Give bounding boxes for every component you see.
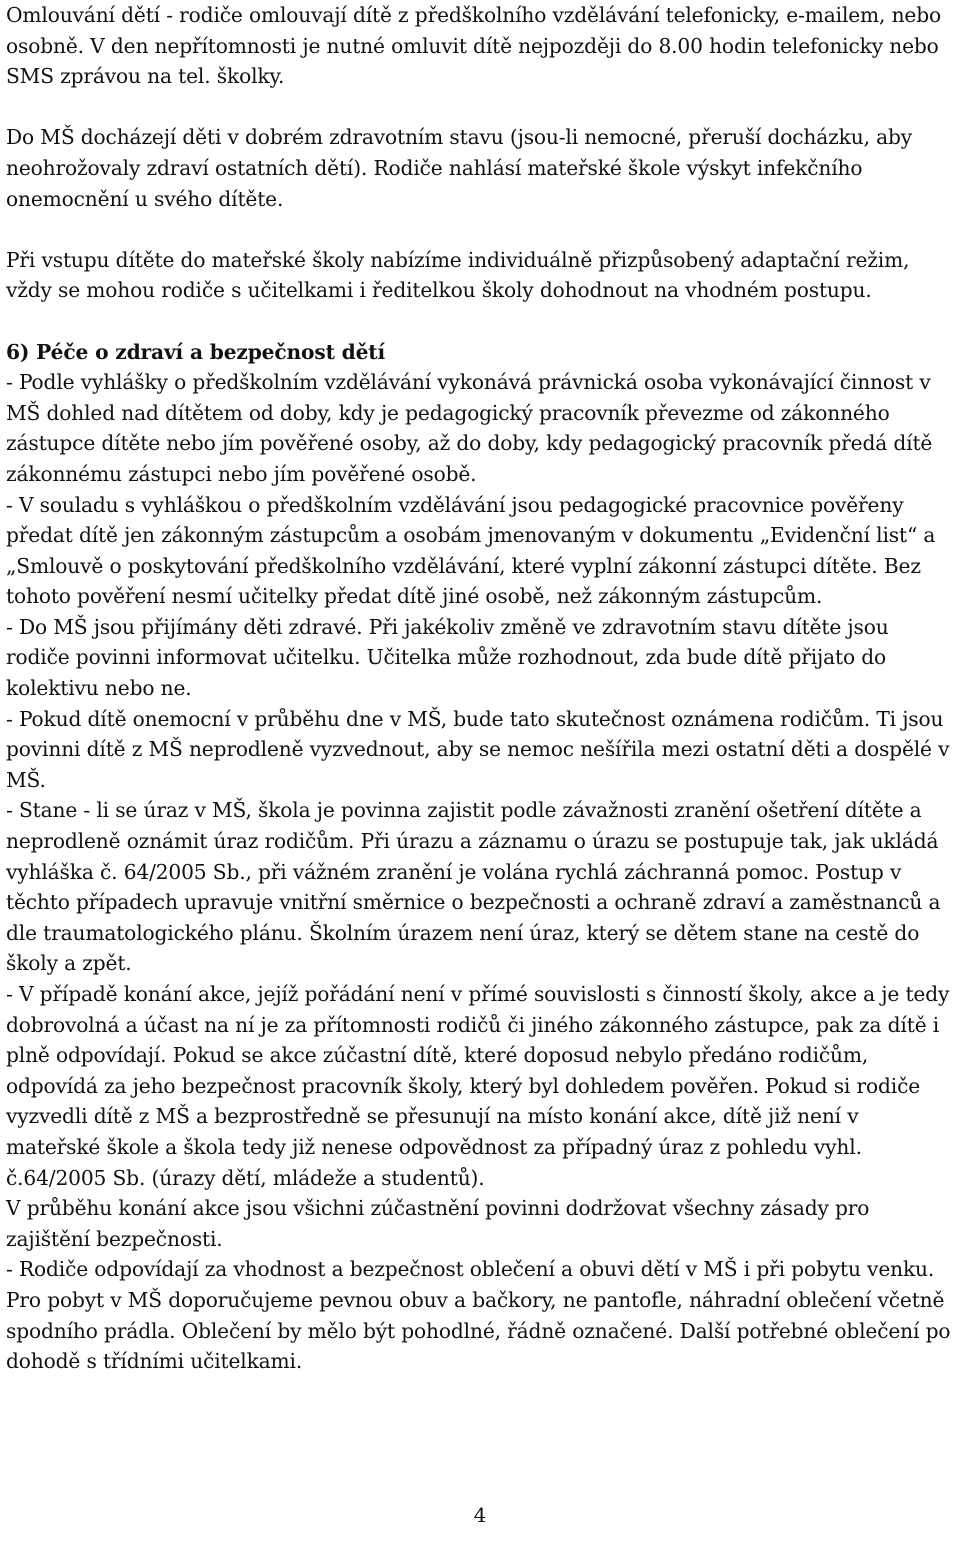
section-item-supervision: - Podle vyhlášky o předškolním vzdělávání vykonává právnická osoba vykonávající činnost v MŠ dohled nad dítětem od doby, kdy je pedagogický pracovník převezme od zákonného zástupce dítěte nebo jím pověřené osoby, až do doby, kdy pedagogický pracovník předá dítě zákonnému zástupci nebo jím pověřené osobě. [6,370,933,486]
section-heading: 6) Péče o zdraví a bezpečnost dětí [6,339,385,364]
section-item-injury: - Stane - li se úraz v MŠ, škola je povinna zajistit podle závažnosti zranění ošetření dítěte a neprodleně oznámit úraz rodičům. Při úrazu a záznamu o úrazu se postupuje tak, jak ukládá vyhláška č. 64/2005 Sb., při vážném zranění je volána rychlá záchranná pomoc. Postup v těchto případech upravuje vnitřní směrnice o bezpečnosti a ochraně zdraví a zaměstnanců a dle traumatologického plánu. Školním úrazem není úraz, který se dětem stane na cestě do školy a zpět. [6,798,941,976]
section-item-event-safety: V průběhu konání akce jsou všichni zúčastnění povinni dodržovat všechny zásady pro zajištění bezpečnosti. [6,1196,870,1251]
paragraph-gap [6,214,958,245]
paragraph-gap [6,306,958,337]
section-item-illness: - Pokud dítě onemocní v průběhu dne v MŠ, bude tato skutečnost oznámena rodičům. Ti jsou povinni dítě z MŠ neprodleně vyzvednout, aby se nemoc nešířila mezi ostatní děti a dospělé v MŠ. [6,706,950,792]
paragraph-adaptation: Při vstupu dítěte do mateřské školy nabízíme individuálně přizpůsobený adaptační režim, vždy se mohou rodiče s učitelkami i ředitelkou školy dohodnout na vhodném postupu. [6,247,910,303]
section-item-handover: - V souladu s vyhláškou o předškolním vzdělávání jsou pedagogické pracovnice pověřeny předat dítě jen zákonným zástupcům a osobám jmenovaným v dokumentu „Evidenční list“ a „Smlouvě o poskytování předškolního vzdělávání, které vyplní zákonní zástupci dítěte. Bez tohoto pověření nesmí učitelky předat dítě jiné osobě, než zákonným zástupcům. [6,492,936,609]
paragraph-gap [6,92,958,123]
section-item-events: - V případě konání akce, jejíž pořádání není v přímé souvislosti s činností školy, akce a je tedy dobrovolná a účast na ní je za přítomnosti rodičů či jiného zákonného zástupce, pak za dítě i plně odpovídají. Pokud se akce zúčastní dítě, které doposud nebylo předáno rodičům, odpovídá za jeho bezpečnost pracovník školy, který byl dohledem pověřen. Pokud si rodiče vyzvedli dítě z MŠ a bezprostředně se přesunují na místo konání akce, dítě již není v mateřské škole a škola tedy již nenese odpovědnost za případný úraz z pohledu vyhl. č.64/2005 Sb. (úrazy dětí, mládeže a studentů). [6,982,950,1190]
paragraph-health-condition: Do MŠ docházejí děti v dobrém zdravotním stavu (jsou-li nemocné, přeruší docházku, aby neohrožovaly zdraví ostatních dětí). Rodiče nahlásí mateřské škole výskyt infekčního onemocnění u svého dítěte. [6,125,913,211]
page-number: 4 [473,1503,487,1527]
section-item-clothing: - Rodiče odpovídají za vhodnost a bezpečnost oblečení a obuvi dětí v MŠ i při pobytu venku. Pro pobyt v MŠ doporučujeme pevnou obuv a bačkory, ne pantofle, náhradní oblečení včetně spodního prádla. Oblečení by mělo být pohodlné, řádně označené. Další potřebné oblečení po dohodě s třídními učitelkami. [6,1257,951,1374]
section-item-healthy-children: - Do MŠ jsou přijímány děti zdravé. Při jakékoliv změně ve zdravotním stavu dítěte jsou rodiče povinni informovat učitelku. Učitelka může rozhodnout, zda bude dítě přijato do kolektivu nebo ne. [6,614,889,701]
document-page [6,0,958,1377]
paragraph-absence-excuse: Omlouvání dětí - rodiče omlouvají dítě z předškolního vzdělávání telefonicky, e-mailem, nebo osobně. V den nepřítomnosti je nutné omluvit dítě nejpozději do 8.00 hodin telefonicky nebo SMS zprávou na tel. školky. [6,3,942,89]
section-health-safety [6,337,958,1377]
